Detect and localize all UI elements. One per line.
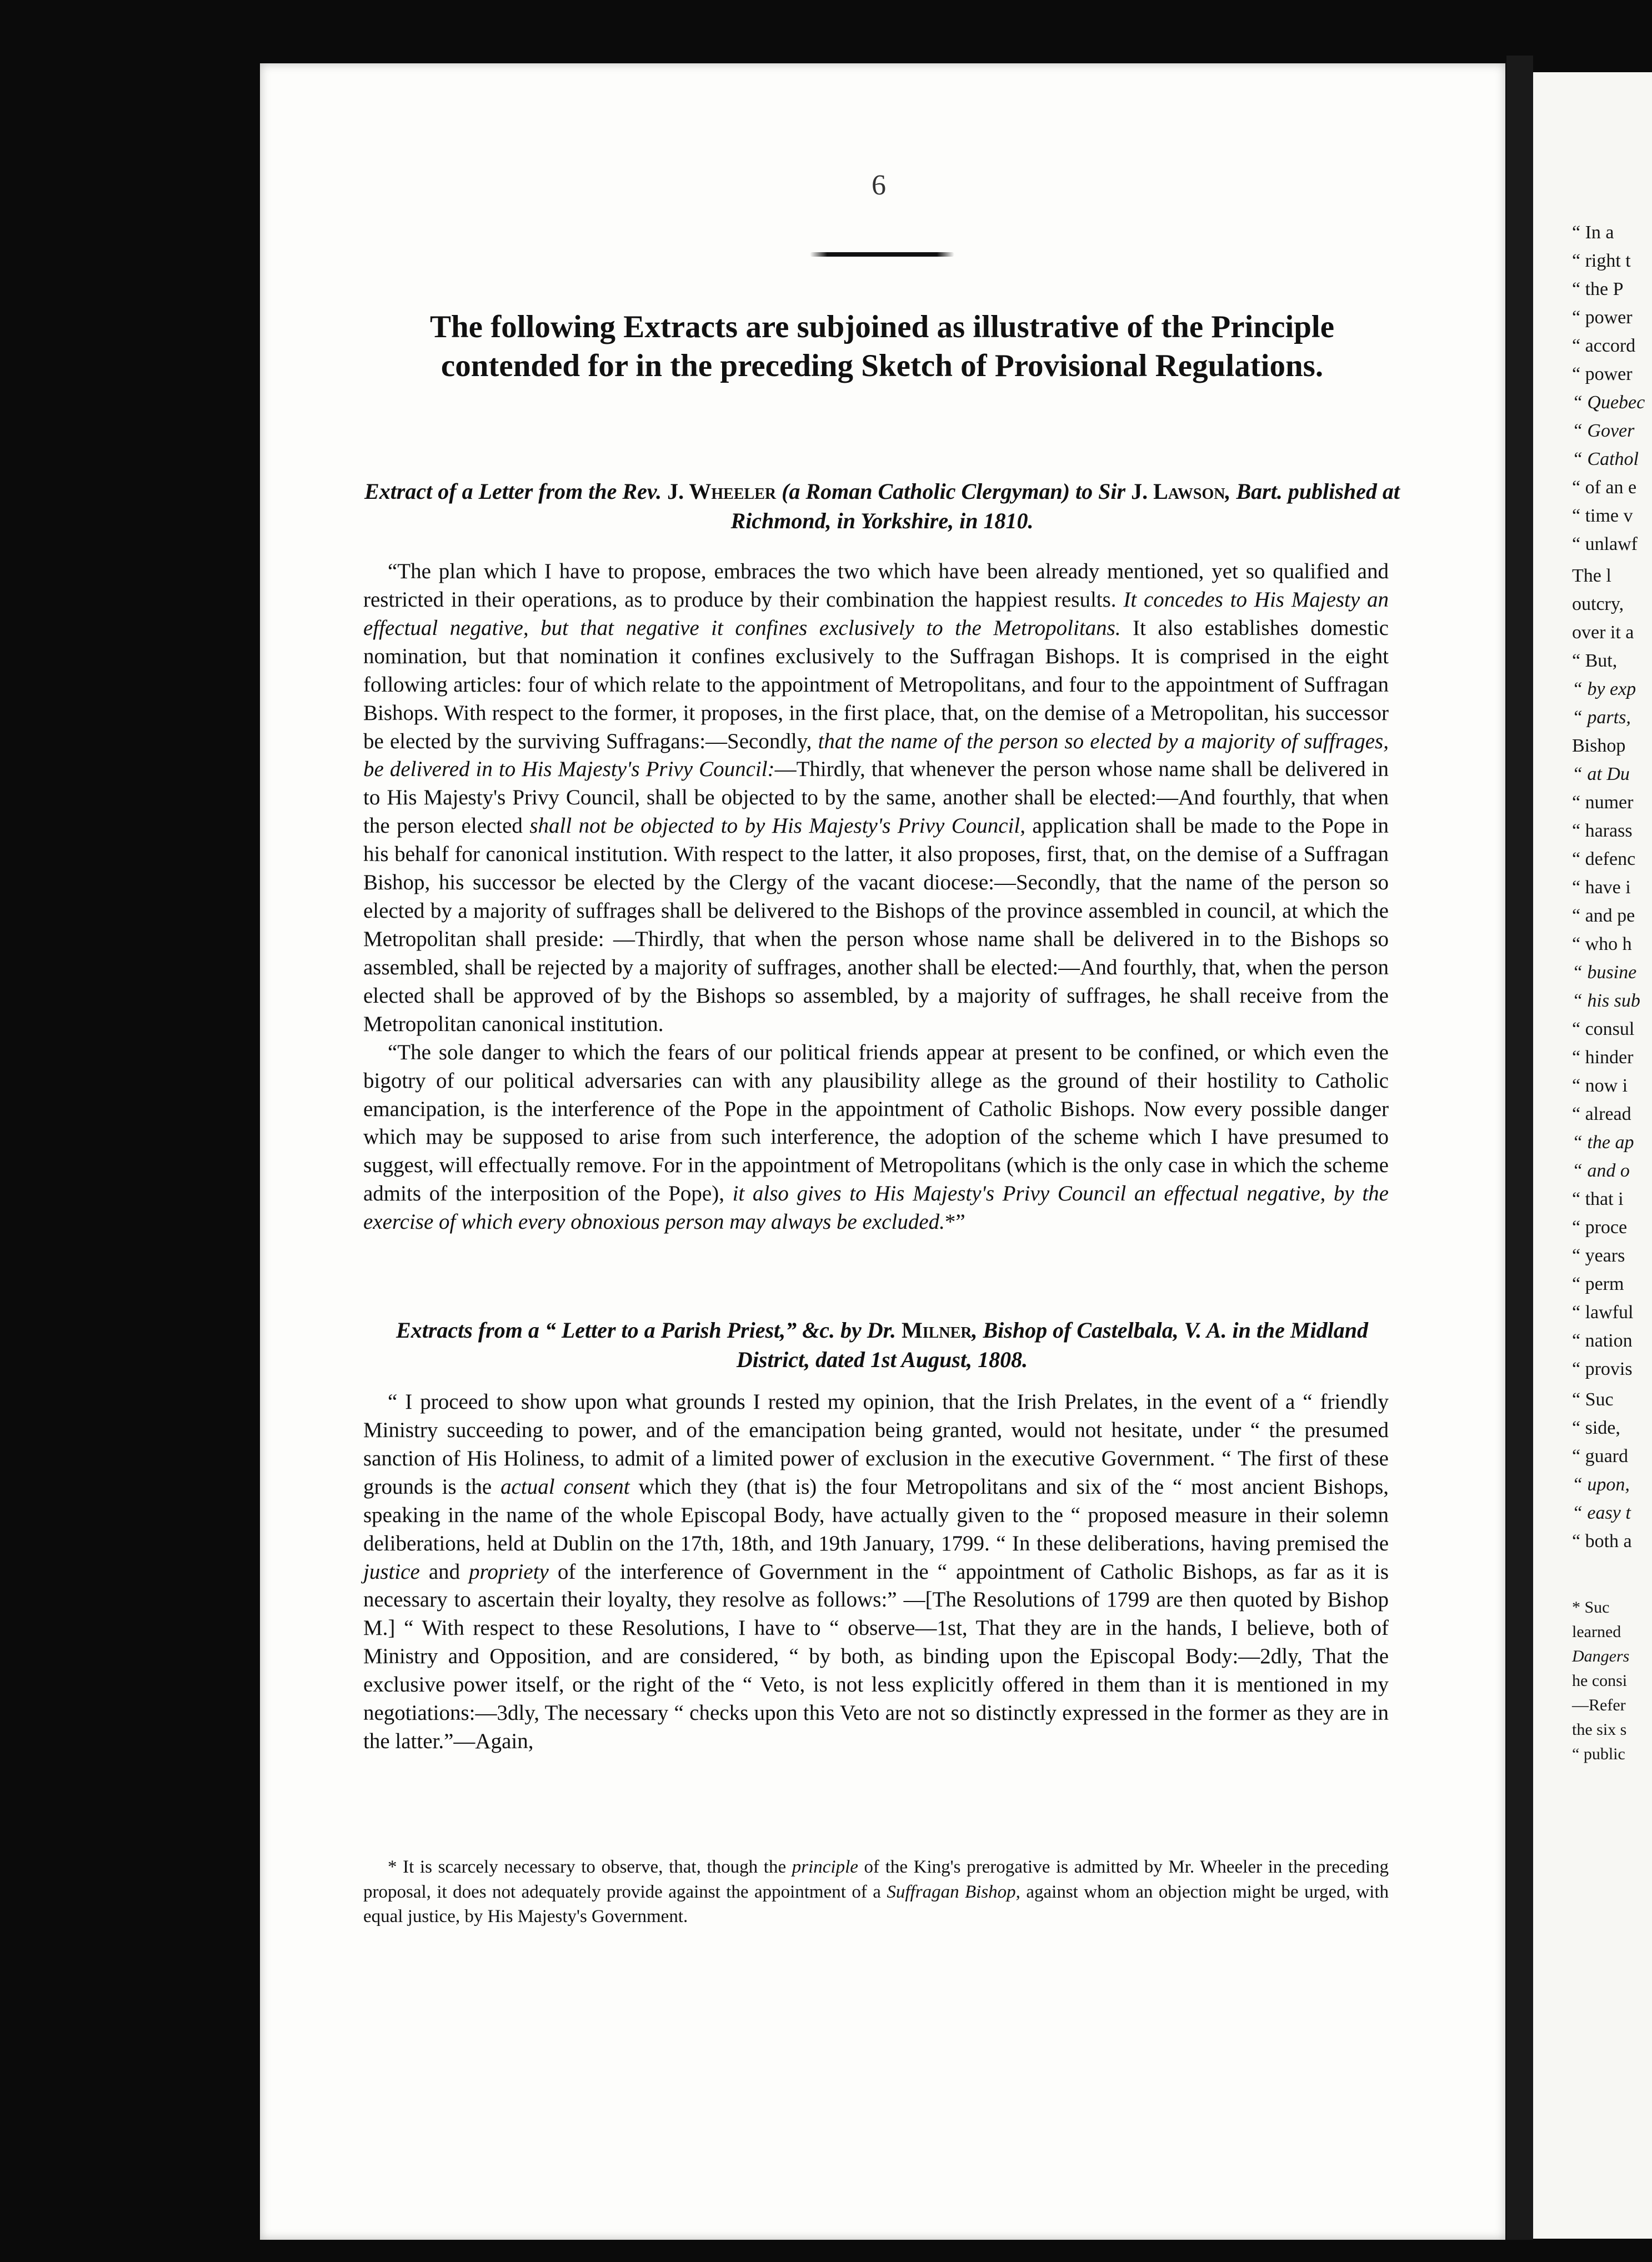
facing-page-fragment: learned: [1572, 1623, 1621, 1641]
facing-page-fragment: “ that i: [1572, 1189, 1624, 1209]
book-gutter: [1506, 56, 1533, 2240]
facing-page-fragment: “ harass: [1572, 820, 1633, 841]
text-run: It also establishes domestic nomination, but that nomination it confines exclusively to the Suffragan Bishops. It is comprised in the eight following articles: four of which relate to the appointment of Metropolitans, and four to the appointment of Suffragan Bishops. With respect to the former, it proposes, in the first place, that, on the demise of a Metropolitan, his successor be elected by the surviving Suffragans:—Secondly,: [363, 615, 1389, 753]
facing-page-fragment: “ hinder: [1572, 1047, 1634, 1068]
extract-1-source-name2: J. Lawson: [1131, 479, 1225, 504]
facing-page-fragment: “ time v: [1572, 506, 1633, 526]
extract-1-source: [360, 477, 1404, 536]
facing-page-fragment: Bishop: [1572, 735, 1626, 756]
text-run: “ I proceed to show upon what grounds I rested my opinion, that the Irish Prelates, in the event of a “ friendly Ministry succeeding to power, and of the emancipation being granted, would not hesitate, under “ the presumed sanction of His Holiness, to admit of a limited power of exclusion in the executive Government. “ The first of these grounds is the: [363, 1390, 1389, 1499]
facing-page-fragment: “ numer: [1572, 792, 1634, 813]
facing-page-fragment: “ guard: [1572, 1446, 1629, 1467]
facing-page-fragment: “ nation: [1572, 1330, 1633, 1351]
facing-page-fragment: “ defenc: [1572, 849, 1636, 869]
facing-page-fragment: the six s: [1572, 1720, 1627, 1739]
italic-run: actual consent: [500, 1474, 630, 1499]
extract-2-source: [360, 1316, 1404, 1375]
facing-page-fragment: “ who h: [1572, 934, 1632, 954]
text-run: *”: [944, 1210, 965, 1234]
extract-1-source-prefix: Extract of a Letter from the Rev.: [364, 479, 668, 504]
facing-page-fragment: The l: [1572, 566, 1611, 586]
facing-page-fragment: Dangers: [1572, 1647, 1630, 1665]
text-run: application shall be made to the Pope in his behalf for canonical institution. With respect to the latter, it also proposes, first, that, on the demise of a Suffragan Bishop, his successor be elected by the Clergy of the vacant diocese:—Secondly, that the name of the person so elected by a majority of suffrages shall be delivered to the Bishops of the province assembled in council, at which the Metropolitan shall preside: —Thirdly, that when the person whose name shall be delivered in to the Bishops so assembled, shall be rejected by a majority of suffrages, another shall be elected:—And fourthly, that, when the person elected shall be approved of by the Bishops so assembled, by a majority of suffrages, he shall receive from the Metropolitan canonical institution.: [363, 814, 1389, 1036]
italic-run: principle: [792, 1857, 858, 1877]
extract-1-body: [363, 558, 1389, 1237]
extract-2-paragraph-1: [363, 1388, 1389, 1756]
facing-page-fragment: over it a: [1572, 622, 1634, 643]
facing-page-fragment: “ public: [1572, 1745, 1625, 1763]
facing-page-fragment: “ years: [1572, 1245, 1625, 1266]
facing-page-fragment: “ consul: [1572, 1019, 1635, 1039]
italic-run: it also gives to His Majesty's Privy Council an effectual negative, by the exercise of which every obnoxious person may always be excluded.: [363, 1182, 1389, 1234]
text-run: which they (that is) the four Metropolitans and six of the “ most ancient Bishops, speaking in the name of the whole Episcopal Body, have actually given to the “ proposed measure in their solemn deliberations, held at Dublin on the 17th, 18th, and 19th January, 1799. “ In these deliberations, having premised the: [363, 1474, 1389, 1555]
facing-page-fragment: “ by exp: [1572, 679, 1636, 699]
facing-page-fragment: “ accord: [1572, 336, 1636, 356]
italic-run: shall not be objected to by His Majesty's Privy Council,: [529, 814, 1025, 838]
facing-page-fragment: “ Suc: [1572, 1389, 1614, 1410]
facing-page-fragment: “ lawful: [1572, 1302, 1634, 1323]
text-run: of the King's prerogative is admitted by Mr. Wheeler in the preceding proposal, it does not adequately provide against the appointment of a: [363, 1857, 1389, 1902]
text-run: of the interference of Government in the “ appointment of Catholic Bishops, as far as it is necessary to ascertain their loyalty, they resolve as follows:” —[The Resolutions of 1799 are then quoted by Bishop M.] “ With respect to these Resolutions, I have to “ observe—1st, That they are in the hands, I believe, both of Ministry and Opposition, and are considered, “ by both, as binding upon the Episcopal Body:—2dly, That the exclusive power itself, or the right of the “ Veto, is not less explicitly offered in them than it is mentioned in my negotiations:—3dly, The necessary “ checks upon this Veto are not so distinctly expressed in the former as they are in the latter.”—Again,: [363, 1559, 1389, 1754]
text-run: “The sole danger to which the fears of our political friends appear at present to be confined, or which even the bigotry of our political adversaries can with any plausibility allege as the ground of their hostility to Catholic emancipation, is the interference of the Pope in the appointment of Catholic Bishops. Now every possible danger which may be supposed to arise from such interference, the adoption of the scheme which I have presumed to suggest, will effectually remove. For in the appointment of Metropolitans (which is the only case in which the scheme admits of the interposition of the Pope),: [363, 1040, 1389, 1206]
extract-1-paragraph-1: [363, 558, 1389, 1039]
extract-1-source-mid: (a Roman Catholic Clergyman) to Sir: [776, 479, 1132, 504]
facing-page-fragment: “ power: [1572, 307, 1633, 328]
facing-page-fragment: he consi: [1572, 1672, 1628, 1690]
facing-page-fragment: “ unlawf: [1572, 534, 1638, 554]
facing-page-fragment: “ at Du: [1572, 764, 1630, 784]
extract-2-body: [363, 1388, 1389, 1756]
facing-page-fragment: “ both a: [1572, 1531, 1632, 1552]
facing-page-fragment: “ upon,: [1572, 1474, 1630, 1495]
extract-1-source-name: J. Wheeler: [667, 479, 777, 504]
facing-page-fragment: “ have i: [1572, 877, 1631, 898]
facing-page-fragment: “ alread: [1572, 1104, 1631, 1124]
extract-1-paragraph-2: [363, 1039, 1389, 1237]
facing-page-fragment: “ proce: [1572, 1217, 1628, 1238]
facing-page-fragment: “ side,: [1572, 1418, 1620, 1438]
facing-page-edge: [1533, 72, 1652, 2239]
text-run: —Thirdly, that whenever the person whose name shall be delivered in to His Majesty's Privy Council, shall be objected to by the same, another shall be elected:—And fourthly, that when the person elected: [363, 757, 1389, 838]
page-heading: The following Extracts are subjoined as illustrative of the Principle contended for in the preceding Sketch of Provisional Regulations.: [429, 309, 1335, 383]
document-page: [260, 63, 1505, 2240]
facing-page-fragment: “ now i: [1572, 1075, 1628, 1096]
italic-run: justice: [363, 1559, 420, 1584]
ornamental-rule: [810, 252, 954, 257]
text-run: against whom an objection might be urged, with equal justice, by His Majesty's Government.: [363, 1881, 1389, 1927]
facing-page-fragment: “ But,: [1572, 650, 1618, 671]
facing-page-fragment: “ the P: [1572, 279, 1624, 299]
extract-2-source-suffix: , Bishop of Castelbala, V. A. in the Midland District, dated 1st August, 1808.: [736, 1318, 1368, 1372]
footnote-text: [363, 1855, 1389, 1929]
facing-page-fragment: * Suc: [1572, 1598, 1610, 1617]
extract-2-source-prefix: Extracts from a “ Letter to a Parish Priest,” &c. by Dr.: [396, 1318, 902, 1343]
page-number: 6: [872, 169, 886, 201]
facing-page-fragment: “ Cathol: [1572, 449, 1639, 469]
facing-page-fragment: “ In a: [1572, 222, 1614, 243]
facing-page-fragment: outcry,: [1572, 594, 1624, 614]
facing-page-fragment: “ Gover: [1572, 421, 1635, 441]
italic-run: that the name of the person so elected by a majority of suffrages, be delivered in to His Majesty's Privy Council:: [363, 729, 1389, 782]
italic-run: Suffragan Bishop,: [887, 1881, 1020, 1902]
extract-1-source-suffix: , Bart. published at Richmond, in Yorkshire, in 1810.: [730, 479, 1400, 533]
extract-2-source-name: Milner: [902, 1318, 972, 1343]
facing-page-fragment: “ and pe: [1572, 905, 1635, 926]
facing-page-fragment: “ of an e: [1572, 477, 1637, 498]
facing-page-fragment: “ easy t: [1572, 1503, 1631, 1523]
facing-page-fragment: “ the ap: [1572, 1132, 1634, 1153]
facing-page-fragment: “ busine: [1572, 962, 1637, 983]
text-run: “The plan which I have to propose, embraces the two which have been already mentioned, yet so qualified and restricted in their operations, as to produce by their combination the happiest results.: [363, 559, 1389, 612]
italic-run: propriety: [469, 1559, 549, 1584]
facing-page-fragment: “ right t: [1572, 251, 1631, 271]
facing-page-fragment: —Refer: [1572, 1696, 1626, 1714]
facing-page-fragment: “ power: [1572, 364, 1633, 384]
facing-page-fragment: “ Quebec: [1572, 392, 1645, 413]
facing-page-fragment: “ and o: [1572, 1160, 1630, 1181]
facing-page-fragment: “ perm: [1572, 1274, 1624, 1294]
text-run: * It is scarcely necessary to observe, that, though the: [388, 1857, 792, 1877]
text-run: and: [419, 1559, 469, 1584]
facing-page-fragment: “ his sub: [1572, 990, 1640, 1011]
italic-run: It concedes to His Majesty an effectual negative, but that negative it confines exclusively to the Metropolitans.: [363, 587, 1389, 640]
footnote: [363, 1855, 1389, 1929]
facing-page-fragment: “ parts,: [1572, 707, 1631, 728]
facing-page-fragment: “ provis: [1572, 1359, 1633, 1379]
